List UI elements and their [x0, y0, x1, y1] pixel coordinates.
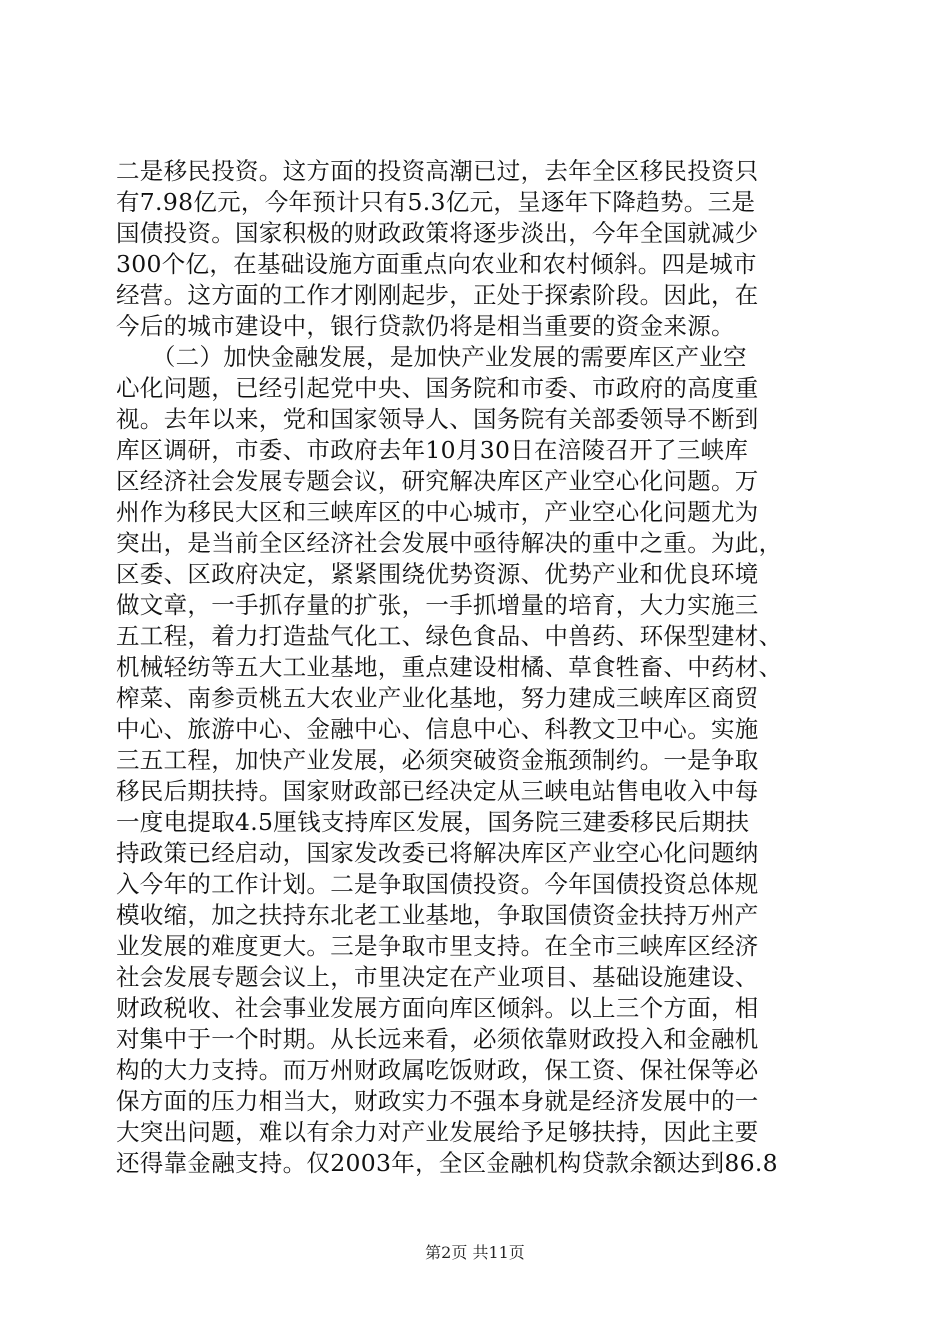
text-line: 州作为移民大区和三峡库区的中心城市，产业空心化问题尤为 — [116, 498, 759, 526]
text-line: 有7.98亿元，今年预计只有5.3亿元，呈逐年下降趋势。三是 — [116, 188, 756, 216]
text-line: 榨菜、南参贡桃五大农业产业化基地，努力建成三峡库区商贸 — [116, 684, 759, 712]
text-line: 区经济社会发展专题会议，研究解决库区产业空心化问题。万 — [116, 467, 759, 495]
text-line: 模收缩，加之扶持东北老工业基地，争取国债资金扶持万州产 — [116, 901, 759, 929]
document-body — [116, 156, 836, 1179]
text-line: 视。去年以来，党和国家领导人、国务院有关部委领导不断到 — [116, 405, 759, 433]
text-line: 构的大力支持。而万州财政属吃饭财政，保工资、保社保等必 — [116, 1056, 759, 1084]
text-line: 还得靠金融支持。仅2003年，全区金融机构贷款余额达到86.8 — [116, 1149, 778, 1177]
text-line: 300个亿，在基础设施方面重点向农业和农村倾斜。四是城市 — [116, 250, 757, 278]
text-line: 一度电提取4.5厘钱支持库区发展，国务院三建委移民后期扶 — [116, 808, 750, 836]
text-line: 机械轻纺等五大工业基地，重点建设柑橘、草食牲畜、中药材、 — [116, 653, 783, 681]
text-line: 二是移民投资。这方面的投资高潮已过，去年全区移民投资只 — [116, 157, 759, 185]
text-line: （二）加快金融发展，是加快产业发展的需要库区产业空 — [116, 343, 747, 371]
text-line: 移民后期扶持。国家财政部已经决定从三峡电站售电收入中每 — [116, 777, 759, 805]
text-line: 心化问题，已经引起党中央、国务院和市委、市政府的高度重 — [116, 374, 759, 402]
text-line: 经营。这方面的工作才刚刚起步，正处于探索阶段。因此，在 — [116, 281, 759, 309]
text-line: 大突出问题，难以有余力对产业发展给予足够扶持，因此主要 — [116, 1118, 759, 1146]
text-line: 业发展的难度更大。三是争取市里支持。在全市三峡库区经济 — [116, 932, 759, 960]
page-footer: 第2页 共11页 — [425, 1243, 525, 1262]
text-line: 今后的城市建设中，银行贷款仍将是相当重要的资金来源。 — [116, 312, 735, 340]
text-line: 做文章，一手抓存量的扩张，一手抓增量的培育，大力实施三 — [116, 591, 759, 619]
text-line: 持政策已经启动，国家发改委已将解决库区产业空心化问题纳 — [116, 839, 759, 867]
text-line: 区委、区政府决定，紧紧围绕优势资源、优势产业和优良环境 — [116, 560, 759, 588]
text-line: 库区调研，市委、市政府去年10月30日在涪陵召开了三峡库 — [116, 436, 749, 464]
text-line: 财政税收、社会事业发展方面向库区倾斜。以上三个方面，相 — [116, 994, 759, 1022]
text-line: 五工程，着力打造盐气化工、绿色食品、中兽药、环保型建材、 — [116, 622, 783, 650]
text-line: 社会发展专题会议上，市里决定在产业项目、基础设施建设、 — [116, 963, 759, 991]
text-line: 三五工程，加快产业发展，必须突破资金瓶颈制约。一是争取 — [116, 746, 759, 774]
text-line: 中心、旅游中心、金融中心、信息中心、科教文卫中心。实施 — [116, 715, 759, 743]
text-line: 入今年的工作计划。二是争取国债投资。今年国债投资总体规 — [116, 870, 759, 898]
text-line: 突出，是当前全区经济社会发展中亟待解决的重中之重。为此， — [116, 529, 783, 557]
text-line: 国债投资。国家积极的财政政策将逐步淡出，今年全国就减少 — [116, 219, 759, 247]
text-line: 对集中于一个时期。从长远来看，必须依靠财政投入和金融机 — [116, 1025, 759, 1053]
text-line: 保方面的压力相当大，财政实力不强本身就是经济发展中的一 — [116, 1087, 759, 1115]
